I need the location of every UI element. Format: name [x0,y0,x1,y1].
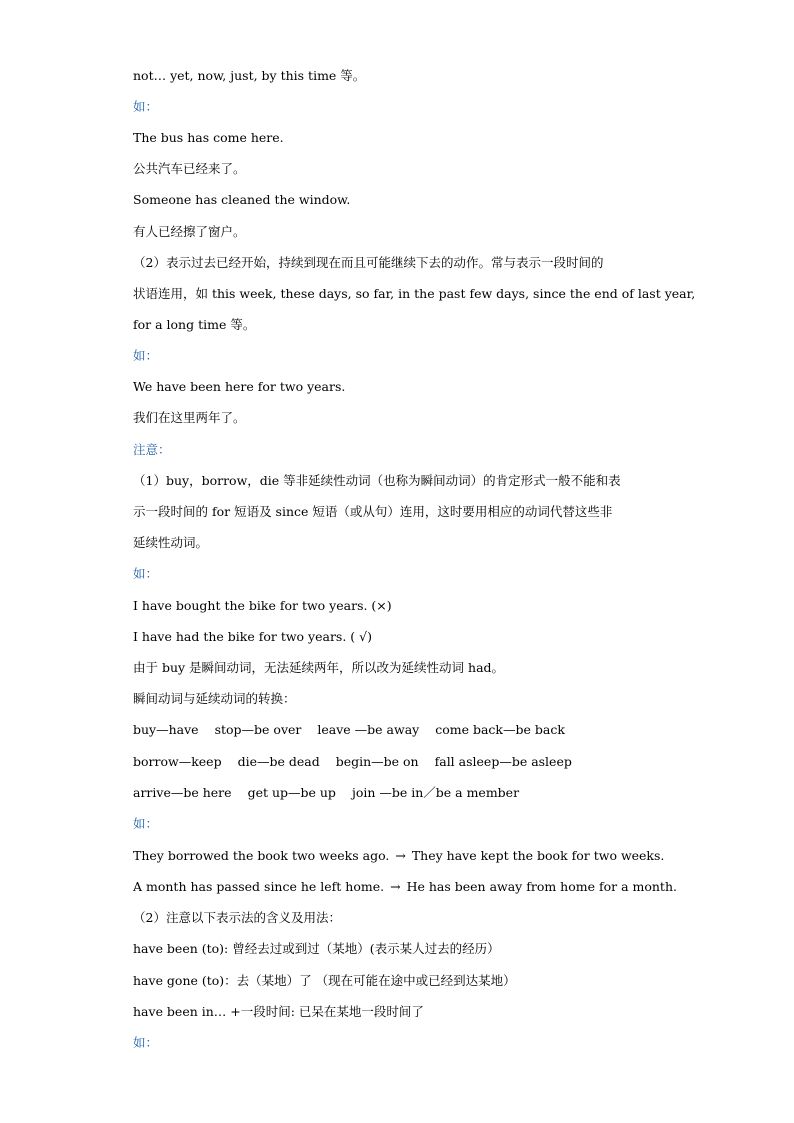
translation-line: 公共汽车已经来了。 [133,161,246,176]
usage-line: have been (to): 曾经去过或到过（某地）(表示某人过去的经历） [133,941,500,956]
verb-pair: get up—be up [247,785,336,800]
example-label: 如： [133,348,159,363]
arrow-icon: → [395,848,406,863]
arrow-icon: → [390,879,401,894]
rule-text: 状语连用，如 this week, these days, so far, in the past few days, since the end of last year, [133,286,696,301]
text-line: not… yet, now, just, by this time 等。 [133,68,366,83]
note-label: 注意： [133,442,171,457]
example-sentence: I have bought the bike for two years. (×) [133,598,392,613]
example-sentence: We have been here for two years. [133,379,346,394]
verb-pair: arrive—be here [133,785,232,800]
example-sentence: The bus has come here. [133,130,284,145]
example-label: 如： [133,1035,159,1050]
verb-pair: stop—be over [214,722,302,737]
verb-pair: fall asleep—be asleep [434,754,572,769]
rule-text: （1）buy，borrow，die 等非延续性动词（也称为瞬间动词）的肯定形式一般不能和表 [133,473,621,488]
verb-pair: leave —be away [317,722,420,737]
verb-pair: come back—be back [435,722,565,737]
verb-pair: borrow—keep [133,754,222,769]
rule-text: for a long time 等。 [133,317,256,332]
conversion-to: He has been away from home for a month. [406,879,677,894]
conversion-line [133,879,677,895]
verb-pair: die—be dead [237,754,320,769]
verb-pair: join —be in／be a member [351,785,520,800]
explanation-line: 由于 buy 是瞬间动词，无法延续两年，所以改为延续性动词 had。 [133,660,505,675]
section-heading: 瞬间动词与延续动词的转换： [133,691,296,706]
translation-line: 我们在这里两年了。 [133,410,246,425]
usage-line: have gone (to)：去（某地）了 （现在可能在途中或已经到达某地） [133,973,516,988]
example-label: 如： [133,566,159,581]
conversion-from: A month has passed since he left home. [133,879,385,894]
conversion-from: They borrowed the book two weeks ago. [133,848,390,863]
example-sentence: I have had the bike for two years. ( √) [133,629,372,644]
example-label: 如： [133,816,159,831]
verb-pair-row [133,722,565,738]
verb-pair-row [133,754,572,770]
rule-text: 延续性动词。 [133,535,209,550]
verb-pair: begin—be on [335,754,419,769]
verb-pair: buy—have [133,722,199,737]
rule-text: 示一段时间的 for 短语及 since 短语（或从句）连用，这时要用相应的动词代替这些非 [133,504,613,519]
example-sentence: Someone has cleaned the window. [133,192,351,207]
example-label: 如： [133,99,159,114]
conversion-to: They have kept the book for two weeks. [411,848,665,863]
rule-text: （2）表示过去已经开始，持续到现在而且可能继续下去的动作。常与表示一段时间的 [133,255,604,270]
conversion-line [133,848,664,864]
verb-pair-row [133,785,519,801]
translation-line: 有人已经擦了窗户。 [133,224,246,239]
usage-line: have been in… +一段时间: 已呆在某地一段时间了 [133,1004,424,1019]
section-heading: （2）注意以下表示法的含义及用法： [133,910,341,925]
